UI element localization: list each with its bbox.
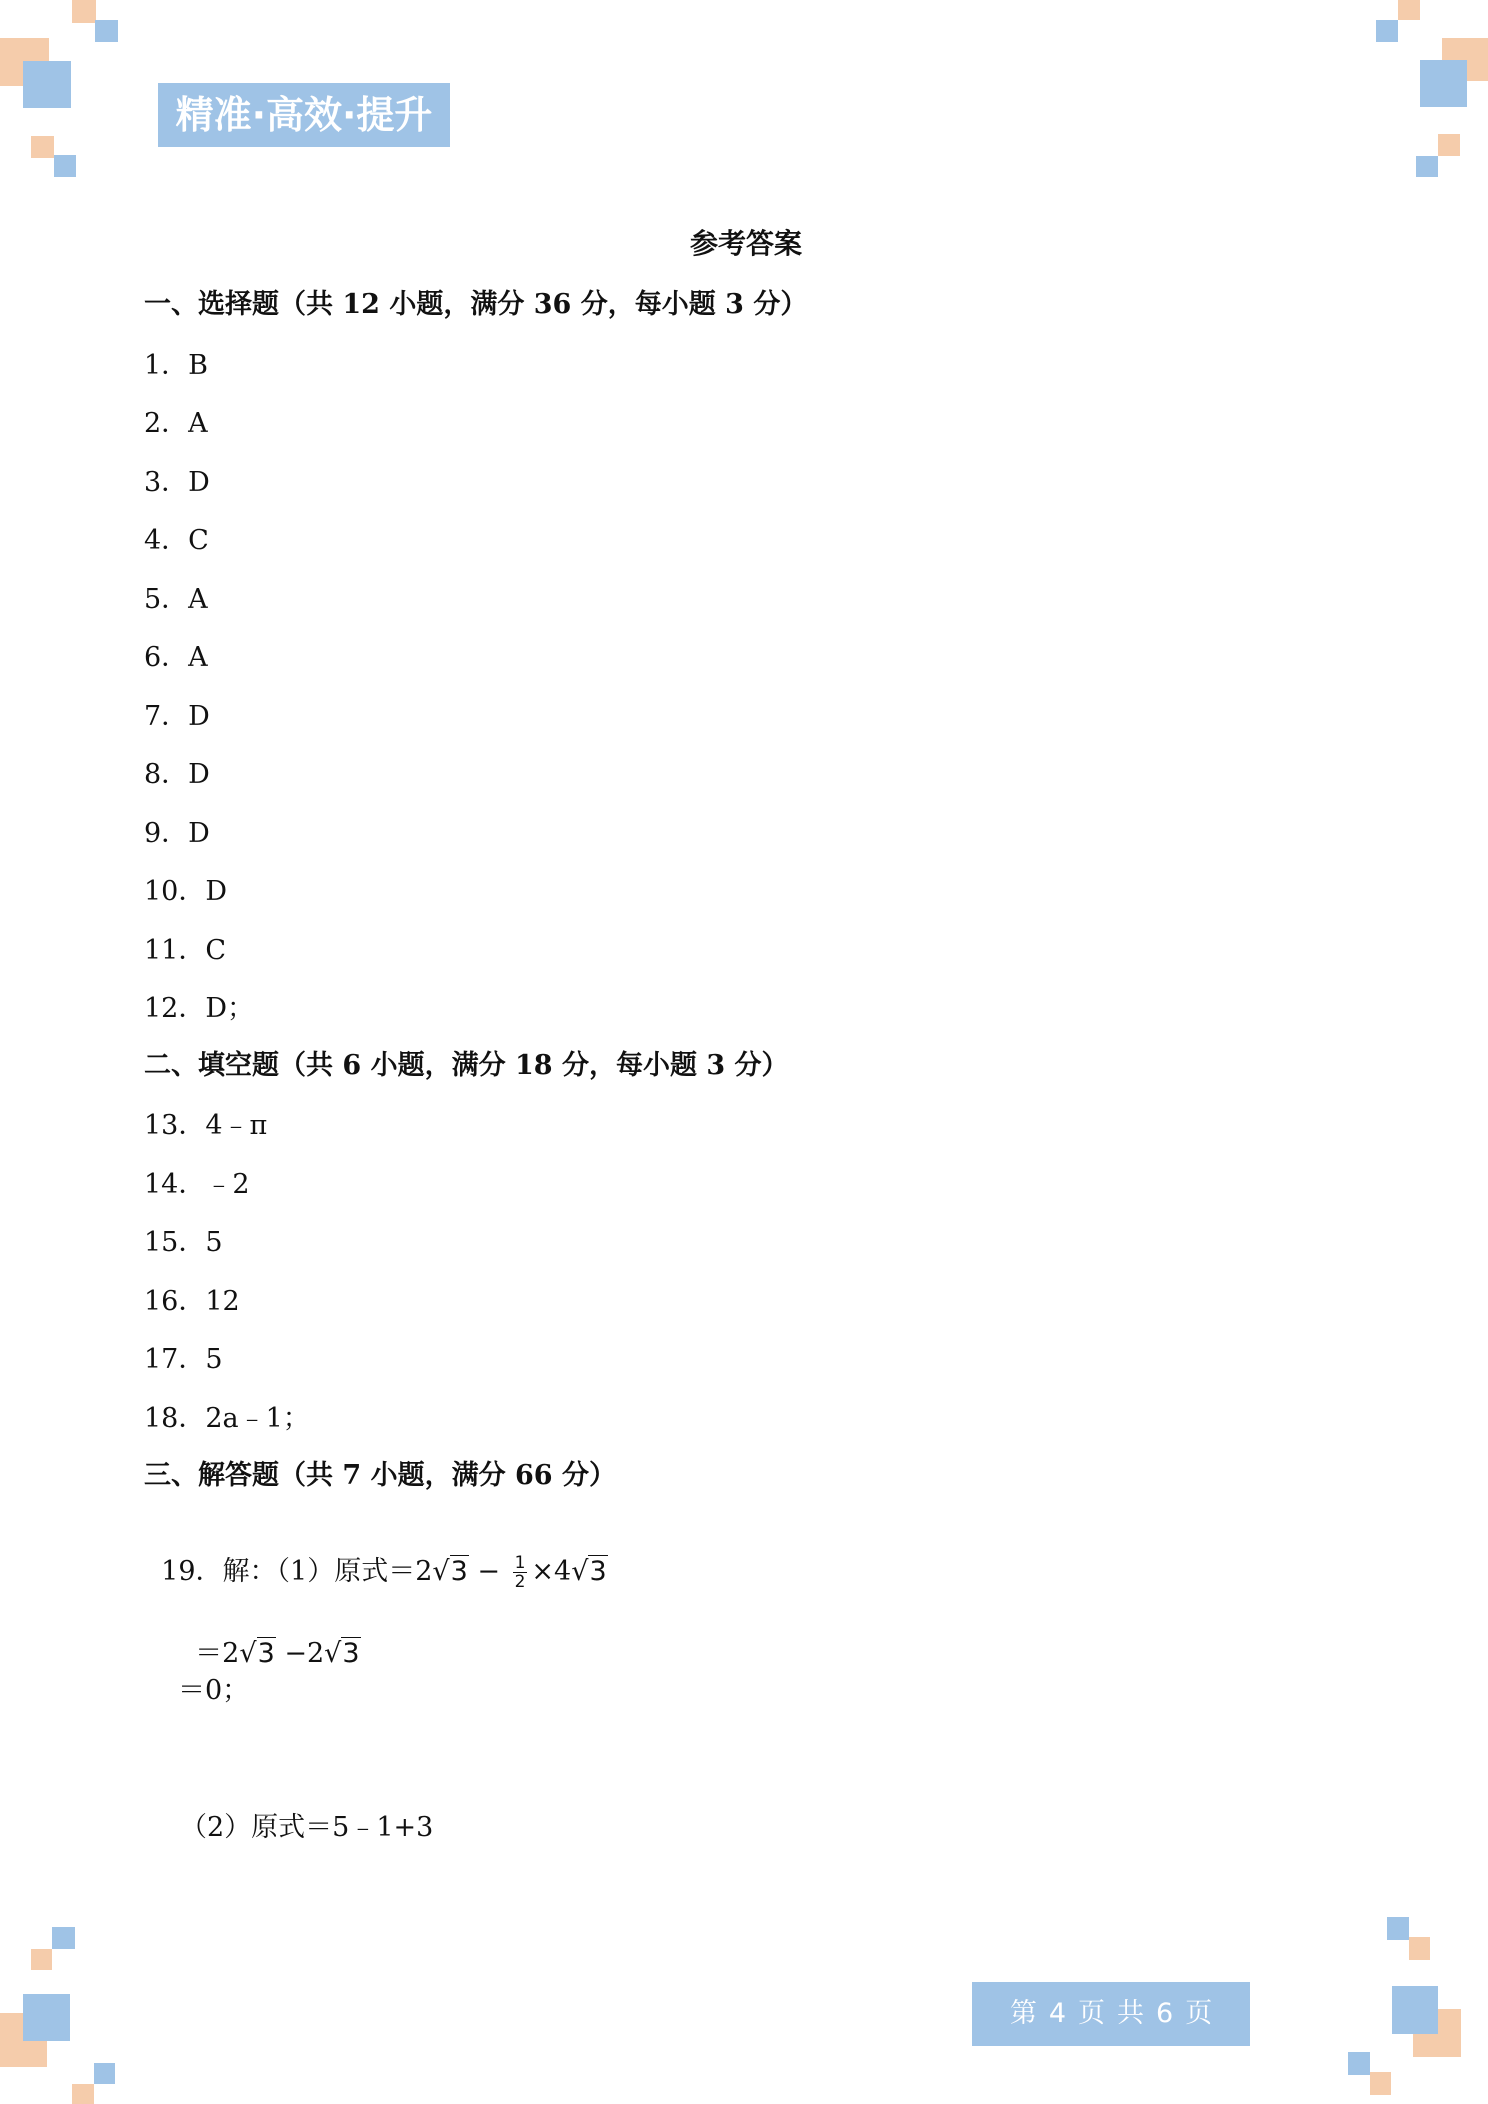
footer-word: 第 [1009, 1998, 1037, 2029]
sqrt-expression: √3 [239, 1638, 275, 1669]
answer-item: 4．C [144, 525, 209, 556]
total-pages: 6 [1156, 1998, 1174, 2029]
page-title [0, 222, 1488, 262]
answer-item: 11．C [144, 935, 227, 966]
answer-item: 18．2a﹣1； [144, 1403, 310, 1434]
q19-part2: （2）原式＝5﹣1+3 [180, 1812, 434, 1843]
current-page: 4 [1048, 1998, 1066, 2029]
minus: − [468, 1556, 509, 1587]
answer-item: 13．4﹣π [144, 1110, 268, 1141]
section-heading-fill: 二、填空题（共 6 小题，满分 18 分，每小题 3 分） [144, 1050, 789, 1081]
answer-item: 17．5 [144, 1344, 223, 1375]
radicand: 3 [450, 1556, 468, 1587]
numerator: 1 [514, 1553, 526, 1573]
answer-item: 6．A [144, 642, 208, 673]
radicand: 3 [342, 1638, 360, 1669]
answer-item: 14．﹣2 [144, 1169, 250, 1200]
answer-item: 7．D [144, 701, 210, 732]
answer-item: 8．D [144, 759, 210, 790]
denominator: 2 [514, 1572, 526, 1592]
sqrt-expression: √3 [571, 1556, 607, 1587]
answer-item: 5．A [144, 584, 208, 615]
answer-item: 15．5 [144, 1227, 223, 1258]
page-number-badge [972, 1982, 1250, 2046]
radicand: 3 [257, 1638, 275, 1669]
answer-item: 1．B [144, 350, 209, 381]
section-heading-solve: 三、解答题（共 7 小题，满分 66 分） [144, 1460, 616, 1491]
q19-line2 [178, 1600, 361, 1670]
answer-item: 9．D [144, 818, 210, 849]
title-text: 参考答案 [689, 227, 802, 260]
times-term: ×4 [531, 1556, 572, 1587]
answer-item: 10．D [144, 876, 228, 907]
term: −2 [275, 1638, 325, 1669]
footer-word: 共 [1117, 1998, 1144, 2029]
brand-logo: 精准·高效·提升 [158, 83, 450, 147]
section-heading-choice: 一、选择题（共 12 小题，满分 36 分，每小题 3 分） [144, 289, 808, 320]
q19-prefix: 19．解：（1）原式＝2 [161, 1556, 433, 1587]
q19-line1 [144, 1518, 608, 1591]
answer-item: 16．12 [144, 1286, 240, 1317]
footer-word: 页 [1185, 1998, 1213, 2029]
q19-line3: ＝0； [178, 1675, 250, 1706]
answer-item: 3．D [144, 467, 210, 498]
term: ＝2 [195, 1638, 240, 1669]
sqrt-expression: √3 [324, 1638, 360, 1669]
fraction [513, 1554, 528, 1591]
sqrt-expression: √3 [432, 1556, 468, 1587]
answer-item: 12．D； [144, 993, 255, 1024]
answer-item: 2．A [144, 408, 208, 439]
radicand: 3 [589, 1556, 607, 1587]
footer-word: 页 [1078, 1998, 1105, 2029]
